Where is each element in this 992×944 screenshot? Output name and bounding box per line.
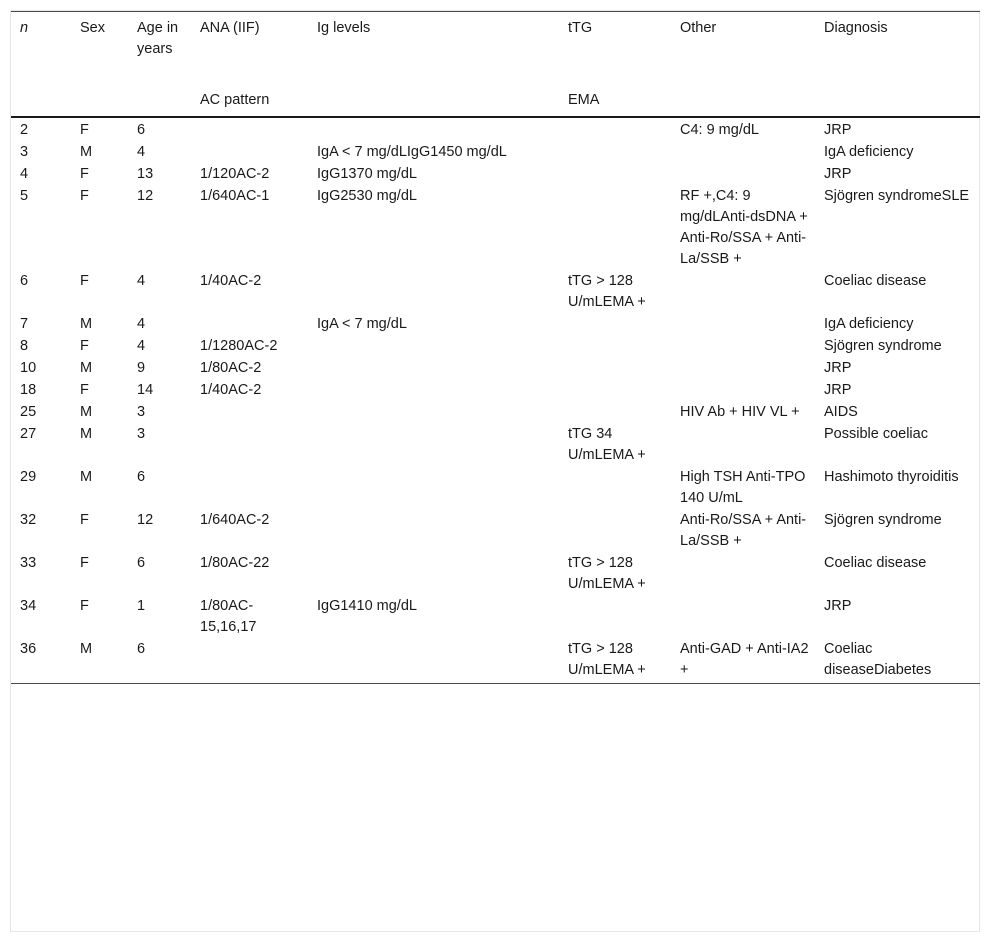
cell-diagnosis: Sjögren syndromeSLE [824, 188, 970, 204]
cell-age: 6 [137, 555, 146, 571]
cell-sex: F [80, 512, 89, 528]
table-body [11, 117, 980, 684]
cell-age: 9 [137, 360, 146, 376]
cell-ana: 1/640AC-1 [200, 188, 270, 204]
cell-age: 6 [128, 639, 191, 684]
cell-ig [308, 510, 559, 553]
cell-ana [191, 424, 308, 467]
cell-sex: M [80, 360, 93, 376]
table-row [11, 553, 980, 596]
cell-sex: M [80, 316, 93, 332]
cell-other [671, 142, 815, 164]
cell-age: 4 [137, 338, 146, 354]
cell-ana: 1/40AC-2 [200, 273, 262, 289]
cell-n: 4 [20, 166, 29, 182]
cell-ttg [559, 380, 671, 402]
cell-ttg [559, 402, 671, 424]
cell-sex: M [71, 639, 128, 684]
cell-other: RF +,C4: 9 mg/dLAnti-dsDNA + Anti-Ro/SSA + Anti-La/SSB + [680, 188, 808, 267]
cell-other [671, 596, 815, 639]
cell-other [671, 424, 815, 467]
cell-ig [308, 467, 559, 510]
cell-ig [308, 336, 559, 358]
header-sex: Sex [71, 12, 128, 91]
cell-diagnosis: JRP [824, 122, 852, 138]
cell-age: 6 [137, 122, 146, 138]
header-row [11, 12, 980, 91]
cell-diagnosis: AIDS [824, 404, 858, 420]
header-ttg-sub: EMA [559, 90, 671, 117]
cell-n: 8 [20, 338, 29, 354]
cell-sex: M [80, 426, 93, 442]
cell-ana: 1/640AC-2 [200, 512, 270, 528]
cell-n: 10 [20, 360, 37, 376]
cell-ttg [559, 186, 671, 271]
cell-ttg [559, 117, 671, 142]
cell-sex: F [80, 598, 89, 614]
cell-ig: IgA < 7 mg/dL [317, 316, 407, 332]
cell-diagnosis: Coeliac diseaseDiabetes [815, 639, 980, 684]
cell-sex: F [80, 273, 89, 289]
cell-n: 18 [20, 382, 37, 398]
cell-age: 1 [137, 598, 146, 614]
cell-ana [191, 314, 308, 336]
cell-other [671, 380, 815, 402]
cell-other: HIV Ab + HIV VL + [680, 404, 800, 420]
cell-other: C4: 9 mg/dL [680, 122, 759, 138]
cell-n: 3 [20, 144, 29, 160]
cell-diagnosis: JRP [824, 166, 852, 182]
cell-other: Anti-GAD + Anti-IA2 + [671, 639, 815, 684]
cell-ana [191, 467, 308, 510]
cell-sex: F [80, 382, 89, 398]
cell-sex: M [80, 404, 93, 420]
header-n: n [11, 12, 71, 91]
cell-other [671, 164, 815, 186]
cell-ana: 1/80AC-15,16,17 [200, 598, 257, 635]
header-subrow [11, 90, 980, 117]
cell-ana: 1/40AC-2 [200, 382, 262, 398]
cell-diagnosis: IgA deficiency [824, 316, 914, 332]
cell-ig [308, 553, 559, 596]
cell-ana: 1/120AC-2 [200, 166, 270, 182]
cell-ig: IgG1370 mg/dL [317, 166, 417, 182]
cell-ttg: tTG > 128 U/mLEMA + [559, 639, 671, 684]
cell-ttg [559, 596, 671, 639]
cell-other [671, 314, 815, 336]
cell-diagnosis: Coeliac disease [824, 555, 927, 571]
cell-ttg: tTG 34 U/mLEMA + [568, 426, 646, 463]
cell-ttg: tTG > 128 U/mLEMA + [568, 555, 646, 592]
cell-diagnosis: JRP [824, 598, 852, 614]
cell-other: Anti-Ro/SSA + Anti-La/SSB + [680, 512, 807, 549]
cell-ana: 1/80AC-2 [200, 360, 262, 376]
cell-ig [308, 358, 559, 380]
cell-age: 3 [137, 404, 146, 420]
cell-ana [191, 639, 308, 684]
cell-ana: 1/1280AC-2 [200, 338, 278, 354]
table-row [11, 186, 980, 271]
cell-sex: M [80, 469, 93, 485]
cell-ana [191, 117, 308, 142]
cell-age: 4 [137, 144, 146, 160]
table-row [11, 164, 980, 186]
header-age: Age in years [128, 12, 191, 91]
cell-n: 36 [11, 639, 71, 684]
cell-diagnosis: Hashimoto thyroiditis [824, 469, 959, 485]
cell-ttg [559, 336, 671, 358]
header-other: Other [671, 12, 815, 91]
cell-ttg [559, 314, 671, 336]
cell-age: 13 [137, 166, 154, 182]
cell-ana: 1/80AC-22 [200, 555, 270, 571]
cell-other [671, 553, 815, 596]
table-row [11, 142, 980, 164]
cell-age: 14 [137, 382, 154, 398]
table-row [11, 271, 980, 314]
table-row [11, 380, 980, 402]
header-ana-sub: AC pattern [191, 90, 308, 117]
results-table [11, 11, 980, 684]
cell-ttg: tTG > 128 U/mLEMA + [568, 273, 646, 310]
cell-n: 2 [20, 122, 29, 138]
cell-other: High TSH Anti-TPO 140 U/mL [680, 469, 806, 506]
cell-sex: F [80, 338, 89, 354]
table-row [11, 510, 980, 553]
cell-ig [308, 639, 559, 684]
cell-diagnosis: JRP [824, 382, 852, 398]
cell-ig: IgA < 7 mg/dLIgG1450 mg/dL [317, 144, 507, 160]
cell-sex: F [80, 555, 89, 571]
cell-age: 3 [137, 426, 146, 442]
cell-ttg [559, 164, 671, 186]
table-row [11, 467, 980, 510]
cell-n: 27 [20, 426, 37, 442]
table-row [11, 336, 980, 358]
table-row [11, 402, 980, 424]
cell-ig [308, 424, 559, 467]
cell-ig: IgG2530 mg/dL [317, 188, 417, 204]
cell-n: 32 [20, 512, 37, 528]
cell-ig [308, 117, 559, 142]
cell-ana [191, 402, 308, 424]
cell-age: 6 [137, 469, 146, 485]
table-row [11, 117, 980, 142]
cell-n: 5 [20, 188, 29, 204]
table-row [11, 424, 980, 467]
cell-ttg [559, 467, 671, 510]
cell-ig [308, 271, 559, 314]
table-row [11, 639, 980, 684]
cell-n: 25 [20, 404, 37, 420]
table-row [11, 596, 980, 639]
cell-n: 29 [20, 469, 37, 485]
cell-n: 7 [20, 316, 29, 332]
cell-age: 4 [137, 273, 146, 289]
header-ttg: tTG [559, 12, 671, 91]
table-row [11, 358, 980, 380]
cell-ig [308, 380, 559, 402]
cell-ttg [559, 142, 671, 164]
cell-n: 6 [20, 273, 29, 289]
cell-ana [191, 142, 308, 164]
table-row [11, 314, 980, 336]
cell-other [671, 358, 815, 380]
cell-diagnosis: IgA deficiency [824, 144, 914, 160]
cell-n: 33 [20, 555, 37, 571]
header-ig: Ig levels [308, 12, 559, 91]
cell-diagnosis: Sjögren syndrome [824, 512, 942, 528]
cell-sex: M [80, 144, 93, 160]
cell-diagnosis: JRP [824, 360, 852, 376]
cell-sex: F [80, 166, 89, 182]
cell-ttg [559, 358, 671, 380]
cell-age: 12 [137, 512, 154, 528]
cell-other [671, 336, 815, 358]
cell-age: 12 [137, 188, 154, 204]
cell-diagnosis: Coeliac disease [824, 273, 927, 289]
cell-ttg [559, 510, 671, 553]
cell-age: 4 [137, 316, 146, 332]
cell-other [671, 271, 815, 314]
header-diagnosis: Diagnosis [815, 12, 980, 91]
cell-diagnosis: Possible coeliac [824, 426, 928, 442]
header-ana: ANA (IIF) [191, 12, 308, 91]
cell-ig [308, 402, 559, 424]
cell-sex: F [80, 122, 89, 138]
cell-diagnosis: Sjögren syndrome [824, 338, 942, 354]
cell-sex: F [80, 188, 89, 204]
cell-n: 34 [20, 598, 37, 614]
cell-ig: IgG1410 mg/dL [317, 598, 417, 614]
